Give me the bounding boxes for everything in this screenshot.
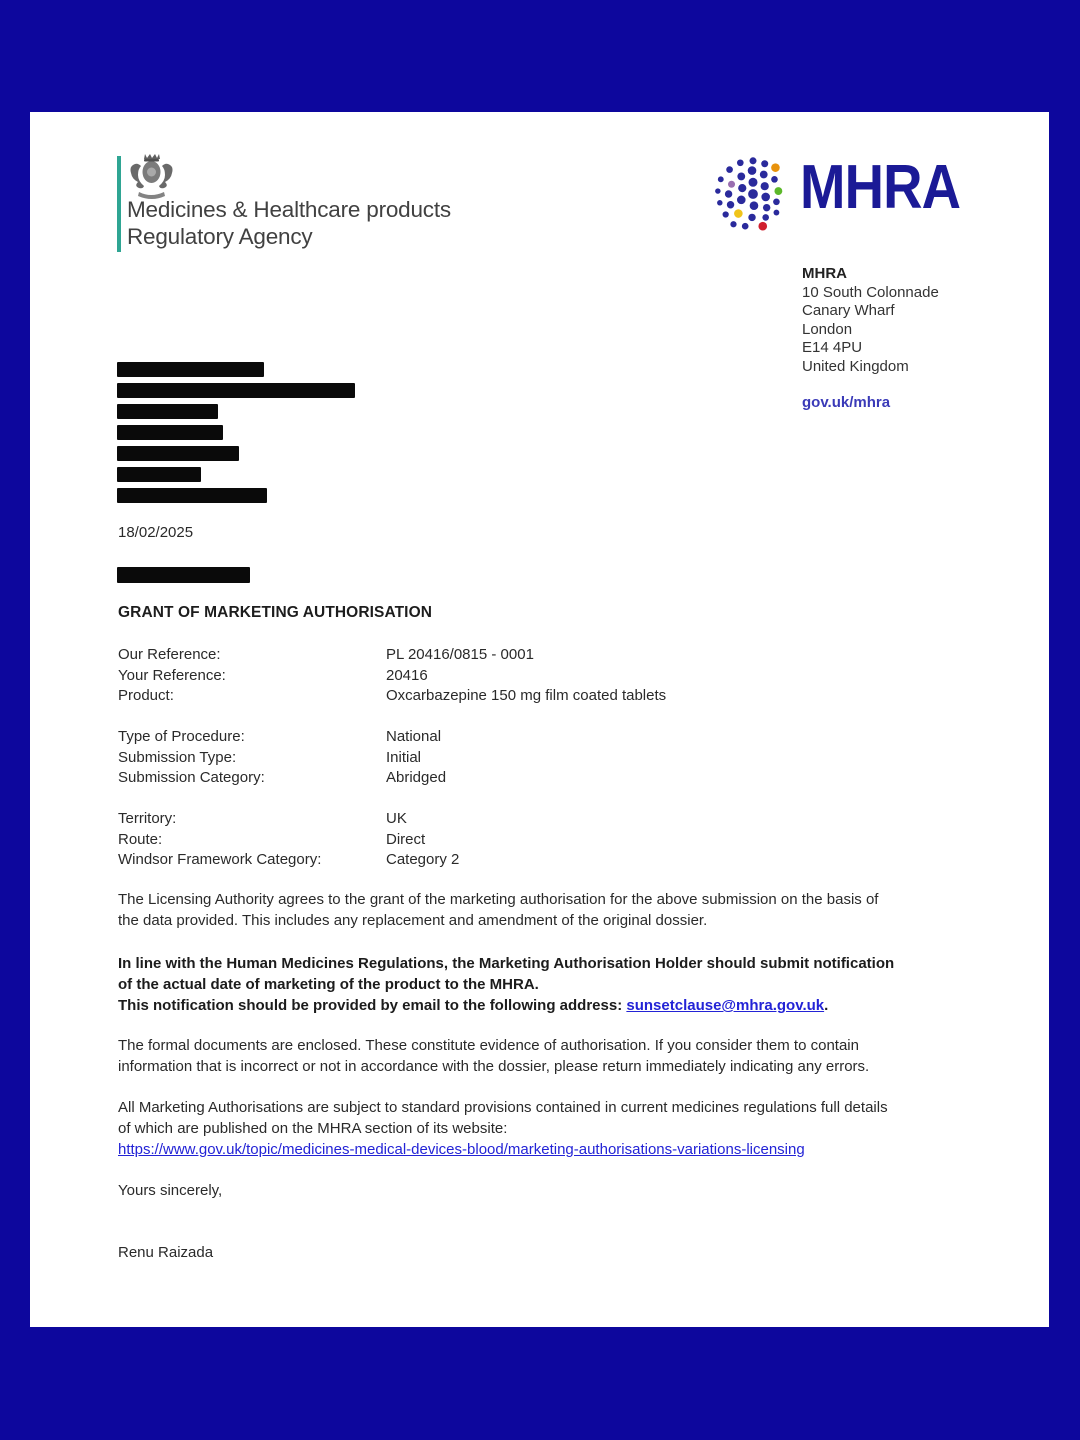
paragraph-line (118, 995, 894, 1016)
reference-row (118, 727, 666, 748)
address-name: MHRA (802, 265, 847, 282)
address-line: United Kingdom (802, 357, 909, 375)
royal-coat-of-arms-icon (125, 150, 177, 200)
reference-label: Submission Type: (118, 748, 237, 766)
paragraph-line: of which are published on the MHRA section of its website: (118, 1120, 508, 1137)
paragraph-licensing-authority (118, 889, 878, 931)
address-line: 10 South Colonnade (802, 283, 939, 301)
reference-row (118, 748, 666, 769)
paragraph-line: In line with the Human Medicines Regulations, the Marketing Authorisation Holder should submit notification (118, 955, 895, 972)
reference-label: Type of Procedure: (118, 728, 245, 745)
reference-group (118, 809, 666, 871)
reference-table (118, 645, 666, 891)
reference-label: Territory: (118, 810, 177, 827)
paragraph-notification (118, 953, 894, 1016)
teal-accent-bar (117, 156, 121, 252)
reference-value: Oxcarbazepine 150 mg film coated tablets (386, 687, 667, 704)
reference-value: Initial (386, 748, 422, 766)
notification-line-suffix: . (824, 997, 829, 1014)
paragraph-line: The formal documents are enclosed. These constitute evidence of authorisation. If you consider them to contain (118, 1037, 859, 1054)
reference-value: PL 20416/0815 - 0001 (386, 646, 534, 663)
redacted-text-bar (117, 425, 223, 440)
paragraph-line: The Licensing Authority agrees to the grant of the marketing authorisation for the above submission on the basis of (118, 891, 879, 908)
reference-row (118, 850, 666, 871)
reference-row (118, 768, 666, 789)
address-line: London (802, 320, 853, 338)
mhra-wordmark: MHRA (800, 153, 961, 222)
paragraph-standard-provisions (118, 1097, 888, 1160)
reference-label: Product: (118, 687, 174, 704)
signatory-name: Renu Raizada (118, 1244, 214, 1261)
gov-uk-topic-url-link[interactable]: https://www.gov.uk/topic/medicines-medical-devices-blood/marketing-authorisations-variations-licensing (118, 1141, 805, 1158)
sunset-clause-email-link[interactable]: sunsetclause@mhra.gov.uk (626, 997, 825, 1014)
agency-name-line2: Regulatory Agency (127, 224, 313, 249)
reference-label: Our Reference: (118, 646, 221, 663)
mhra-address-block (802, 265, 939, 413)
paragraph-line: the data provided. This includes any replacement and amendment of the original dossier. (118, 912, 708, 929)
reference-label: Submission Category: (118, 769, 265, 786)
gov-uk-mhra-link[interactable]: gov.uk/mhra (802, 394, 891, 411)
agency-name-line1: Medicines & Healthcare products (127, 197, 451, 222)
address-line: E14 4PU (802, 339, 863, 356)
redacted-salutation-bar (117, 567, 250, 583)
paragraph-line (118, 1139, 888, 1160)
reference-label: Route: (118, 830, 163, 848)
reference-value: National (386, 728, 442, 745)
reference-value: Category 2 (386, 851, 460, 868)
reference-row (118, 809, 666, 830)
reference-label: Your Reference: (118, 666, 226, 684)
redacted-text-bar (117, 467, 201, 482)
letter-heading: GRANT OF MARKETING AUTHORISATION (118, 604, 433, 621)
reference-value: UK (386, 810, 407, 827)
reference-group (118, 645, 666, 707)
mhra-dot-cluster-icon (712, 152, 794, 236)
redacted-recipient-block (117, 362, 355, 509)
notification-line-prefix: This notification should be provided by email to the following address: (118, 997, 627, 1014)
paragraph-formal-documents (118, 1035, 869, 1077)
paragraph-line: All Marketing Authorisations are subject to standard provisions contained in current medicines regulations full details (118, 1099, 888, 1116)
paragraph-line: of the actual date of marketing of the product to the MHRA. (118, 976, 539, 993)
valediction: Yours sincerely, (118, 1182, 223, 1199)
agency-name (127, 196, 451, 250)
reference-row (118, 830, 666, 851)
letter-page (30, 112, 1049, 1327)
paragraph-line: information that is incorrect or not in accordance with the dossier, please return immediately indicating any errors. (118, 1058, 870, 1075)
redacted-text-bar (117, 404, 218, 419)
reference-row (118, 686, 666, 707)
address-line: Canary Wharf (802, 302, 895, 319)
reference-value: Abridged (386, 769, 447, 786)
letter-date: 18/02/2025 (118, 524, 194, 541)
reference-value: 20416 (386, 666, 428, 684)
reference-value: Direct (386, 830, 426, 848)
redacted-text-bar (117, 383, 355, 398)
reference-row (118, 666, 666, 687)
redacted-text-bar (117, 488, 267, 503)
reference-group (118, 727, 666, 789)
redacted-text-bar (117, 362, 264, 377)
reference-label: Windsor Framework Category: (118, 851, 322, 868)
reference-row (118, 645, 666, 666)
redacted-text-bar (117, 446, 239, 461)
